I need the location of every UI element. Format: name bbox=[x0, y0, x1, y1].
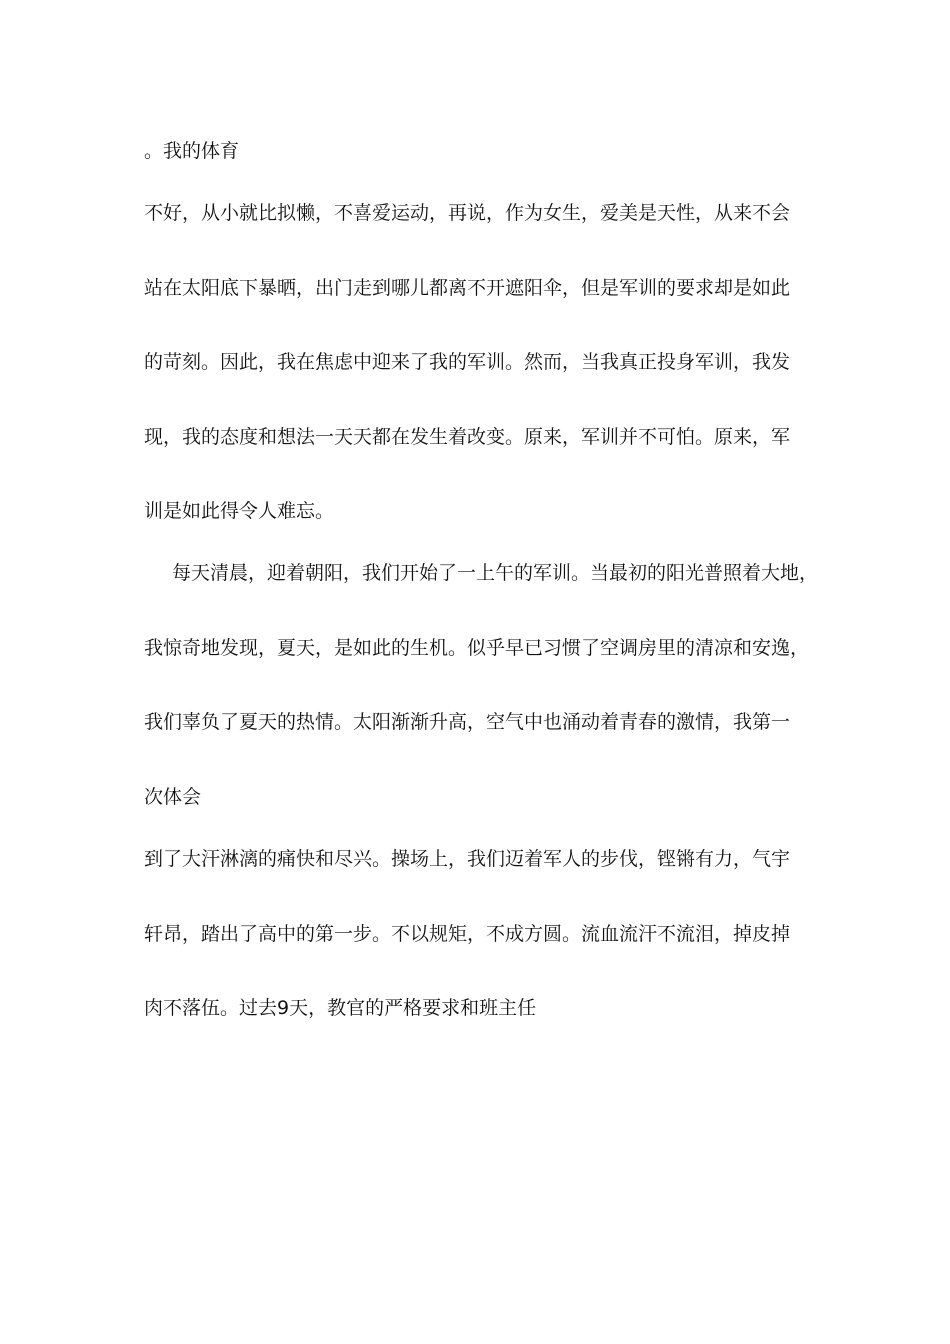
text-line-9: 我们辜负了夏天的热情。太阳渐渐升高，空气中也涌动着青春的激情，我第一 bbox=[144, 711, 791, 733]
text-line-2: 不好，从小就比拟懒，不喜爱运动，再说，作为女生，爱美是天性，从来不会 bbox=[144, 202, 791, 224]
text-line-13: 肉不落伍。过去9天，教官的严格要求和班主任 bbox=[144, 997, 537, 1019]
text-line-5: 现，我的态度和想法一天天都在发生着改变。原来，军训并不可怕。原来，军 bbox=[144, 426, 791, 448]
text-line-3: 站在太阳底下暴晒，出门走到哪儿都离不开遮阳伞，但是军训的要求却是如此 bbox=[144, 277, 791, 299]
text-line-1: 。我的体育 bbox=[144, 140, 240, 162]
paragraph-2-line-1: 每天清晨，迎着朝阳，我们开始了一上午的军训。当最初的阳光普照着大地， bbox=[172, 562, 819, 584]
text-line-12: 轩昂，踏出了高中的第一步。不以规矩，不成方圆。流血流汗不流泪，掉皮掉 bbox=[144, 923, 791, 945]
text-line-10: 次体会 bbox=[144, 786, 202, 808]
text-line-11: 到了大汗淋漓的痛快和尽兴。操场上，我们迈着军人的步伐，铿锵有力，气宇 bbox=[144, 848, 791, 870]
text-line-8: 我惊奇地发现，夏天，是如此的生机。似乎早已习惯了空调房里的清凉和安逸， bbox=[144, 637, 810, 659]
text-line-6: 训是如此得令人难忘。 bbox=[144, 500, 335, 522]
text-line-4: 的苛刻。因此，我在焦虑中迎来了我的军训。然而，当我真正投身军训，我发 bbox=[144, 351, 791, 373]
